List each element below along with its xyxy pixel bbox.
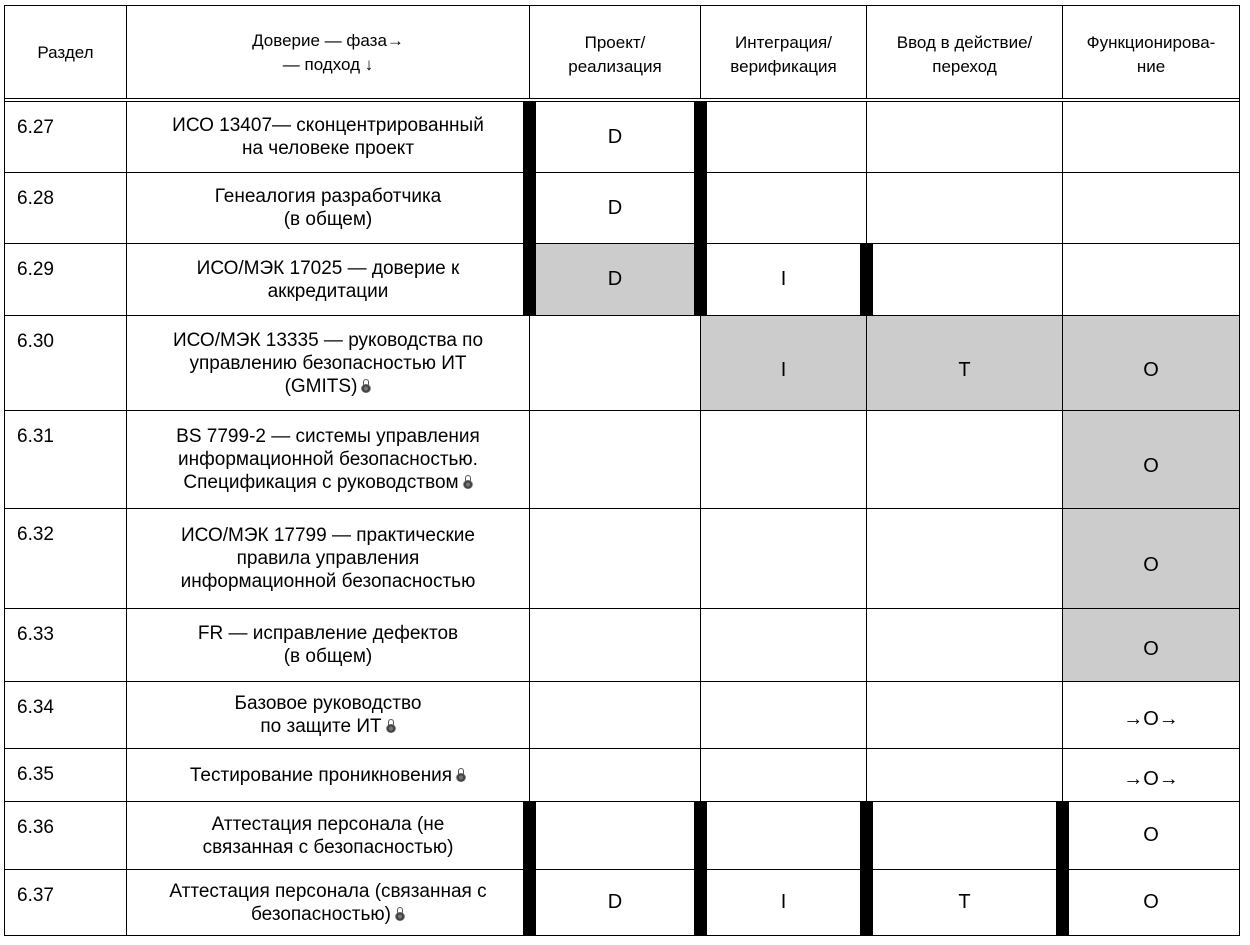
phase-mark: I xyxy=(780,268,787,290)
phase-cell xyxy=(701,870,867,936)
row-section xyxy=(5,173,127,244)
section-number: 6.31 xyxy=(17,426,54,447)
phase-cell xyxy=(701,411,867,509)
padlock-icon xyxy=(386,719,396,733)
row-section xyxy=(5,802,127,870)
header-phase-line1: Проект/ xyxy=(584,32,646,52)
row-approach xyxy=(127,749,530,802)
row-section xyxy=(5,509,127,609)
row-section xyxy=(5,682,127,749)
approach-text-line: связанная с безопасностью) xyxy=(202,836,454,858)
phase-cell xyxy=(867,682,1063,749)
row-section xyxy=(5,749,127,802)
phase-mark: O xyxy=(1143,891,1159,913)
approach-text-line: Тестирование проникновения xyxy=(189,764,453,786)
phase-cell xyxy=(1063,870,1239,936)
phase-boundary-bar xyxy=(694,802,707,936)
phase-mark: O xyxy=(1143,358,1159,381)
phase-mark: D xyxy=(607,196,623,219)
phase-boundary-bar xyxy=(523,802,536,936)
approach-text-line: по защите ИТ xyxy=(260,716,382,737)
phase-cell xyxy=(530,244,701,316)
section-number: 6.30 xyxy=(17,331,54,352)
phase-cell xyxy=(1063,244,1239,316)
phase-cell xyxy=(1063,316,1239,411)
phase-boundary-bar xyxy=(694,102,707,316)
phase-mark: O xyxy=(1143,637,1159,660)
phase-boundary-bar xyxy=(860,244,873,316)
header-phase xyxy=(867,6,1063,100)
row-approach xyxy=(127,316,530,411)
phase-mark: I xyxy=(780,891,787,913)
phase-cell xyxy=(530,749,701,802)
phase-cell xyxy=(867,411,1063,509)
approach-text-line: безопасностью) xyxy=(251,903,391,925)
phase-mark: O xyxy=(1143,554,1159,576)
approach-text-line: Базовое руководство xyxy=(234,693,422,714)
header-section xyxy=(5,6,127,100)
row-approach xyxy=(127,802,530,870)
row-approach xyxy=(127,509,530,609)
padlock-icon xyxy=(456,768,466,782)
approach-text-line: Спецификация с руководством xyxy=(183,472,459,493)
section-number: 6.36 xyxy=(17,817,54,838)
phase-cell xyxy=(1063,102,1239,173)
phase-cell xyxy=(1063,749,1239,802)
phase-boundary-bar xyxy=(1056,802,1069,936)
section-number: 6.35 xyxy=(17,764,54,785)
phase-cell xyxy=(701,509,867,609)
section-number: 6.27 xyxy=(17,117,54,138)
phase-boundary-bar xyxy=(860,802,873,936)
phase-cell xyxy=(701,173,867,244)
padlock-icon xyxy=(463,475,473,489)
approach-text-line: FR — исправление дефектов xyxy=(197,623,459,644)
section-number: 6.28 xyxy=(17,188,54,209)
phase-mark: →O→ xyxy=(1123,767,1179,790)
approach-text-line: Генеалогия разработчика xyxy=(214,186,442,207)
approach-text-line: Аттестация персонала (не xyxy=(211,813,445,835)
header-phase xyxy=(1063,6,1239,100)
section-number: 6.34 xyxy=(17,697,54,718)
approach-text-line: управлению безопасностью ИТ xyxy=(189,352,467,374)
phase-cell xyxy=(1063,682,1239,749)
header-phase-line1: Ввод в действие/ xyxy=(896,32,1033,52)
phase-cell xyxy=(530,509,701,609)
phase-cell xyxy=(530,316,701,411)
row-approach xyxy=(127,102,530,173)
phase-cell xyxy=(1063,173,1239,244)
phase-cell xyxy=(867,609,1063,682)
header-approach xyxy=(127,6,530,100)
phase-cell xyxy=(867,749,1063,802)
phase-cell xyxy=(867,102,1063,173)
phase-cell xyxy=(867,870,1063,936)
header-approach-line1: Доверие — фаза→ xyxy=(252,30,404,50)
header-phase-line1: Функционирова- xyxy=(1086,32,1216,52)
section-number: 6.32 xyxy=(17,524,54,545)
phase-cell xyxy=(867,802,1063,870)
approach-text-line: ИСО 13407— сконцентрированный xyxy=(172,115,484,136)
row-section xyxy=(5,244,127,316)
header-approach-line2: — подход ↓ xyxy=(282,54,374,74)
phase-mark: T xyxy=(958,358,971,381)
row-section xyxy=(5,411,127,509)
approach-text-line: (в общем) xyxy=(283,646,373,667)
phase-cell xyxy=(530,870,701,936)
phase-mark: →O→ xyxy=(1123,707,1179,730)
padlock-icon xyxy=(361,379,371,393)
header-phase-line2: ние xyxy=(1136,56,1166,76)
row-section xyxy=(5,316,127,411)
phase-mark: T xyxy=(958,891,971,913)
approach-text-line: информационной безопасностью. xyxy=(178,449,478,470)
header-phase xyxy=(530,6,701,100)
approach-text-line: Аттестация персонала (связанная с xyxy=(169,880,487,902)
phase-mark: O xyxy=(1143,824,1159,846)
header-phase-line1: Интеграция/ xyxy=(735,32,832,52)
approach-text-line: ИСО/МЭК 17799 — практические xyxy=(181,525,475,546)
phase-boundary-bar xyxy=(523,102,536,316)
row-approach xyxy=(127,173,530,244)
approach-text-line: на человеке проект xyxy=(241,138,415,159)
approach-text-line: (в общем) xyxy=(283,209,373,230)
phase-mark: D xyxy=(607,125,623,148)
assurance-table xyxy=(4,5,1240,936)
phase-cell xyxy=(530,173,701,244)
row-section xyxy=(5,102,127,173)
row-approach xyxy=(127,609,530,682)
phase-cell xyxy=(530,102,701,173)
approach-text-line: аккредитации xyxy=(267,280,389,302)
phase-mark: D xyxy=(607,891,623,913)
approach-text-line: BS 7799-2 — системы управления xyxy=(176,426,480,447)
section-number: 6.37 xyxy=(17,885,54,906)
phase-mark: I xyxy=(780,358,787,381)
phase-cell xyxy=(867,316,1063,411)
phase-cell xyxy=(701,316,867,411)
row-approach xyxy=(127,682,530,749)
phase-cell xyxy=(1063,802,1239,870)
phase-cell xyxy=(530,802,701,870)
row-section xyxy=(5,609,127,682)
approach-text-line: ИСО/МЭК 17025 — доверие к xyxy=(196,257,460,279)
header-section-label: Раздел xyxy=(37,42,94,62)
padlock-icon xyxy=(395,907,405,921)
phase-mark: O xyxy=(1143,455,1159,477)
approach-text-line: информационной безопасностью xyxy=(180,571,476,592)
row-approach xyxy=(127,244,530,316)
row-approach xyxy=(127,411,530,509)
phase-cell xyxy=(1063,509,1239,609)
phase-mark: D xyxy=(607,268,623,290)
header-phase xyxy=(701,6,867,100)
phase-cell xyxy=(867,509,1063,609)
approach-text-line: (GMITS) xyxy=(284,375,358,397)
phase-cell xyxy=(701,102,867,173)
approach-text-line: правила управления xyxy=(236,548,420,569)
phase-cell xyxy=(701,682,867,749)
phase-cell xyxy=(1063,609,1239,682)
phase-cell xyxy=(530,411,701,509)
section-number: 6.29 xyxy=(17,259,54,280)
header-phase-line2: переход xyxy=(932,56,997,76)
phase-cell xyxy=(701,802,867,870)
phase-cell xyxy=(530,609,701,682)
header-phase-line2: реализация xyxy=(568,56,662,76)
row-approach xyxy=(127,870,530,936)
phase-cell xyxy=(530,682,701,749)
section-number: 6.33 xyxy=(17,624,54,645)
approach-text-line: ИСО/МЭК 13335 — руководства по xyxy=(172,329,484,351)
header-phase-line2: верификация xyxy=(730,56,837,76)
phase-cell xyxy=(701,749,867,802)
row-section xyxy=(5,870,127,936)
phase-cell xyxy=(867,244,1063,316)
phase-cell xyxy=(701,609,867,682)
phase-cell xyxy=(1063,411,1239,509)
phase-cell xyxy=(867,173,1063,244)
phase-cell xyxy=(701,244,867,316)
